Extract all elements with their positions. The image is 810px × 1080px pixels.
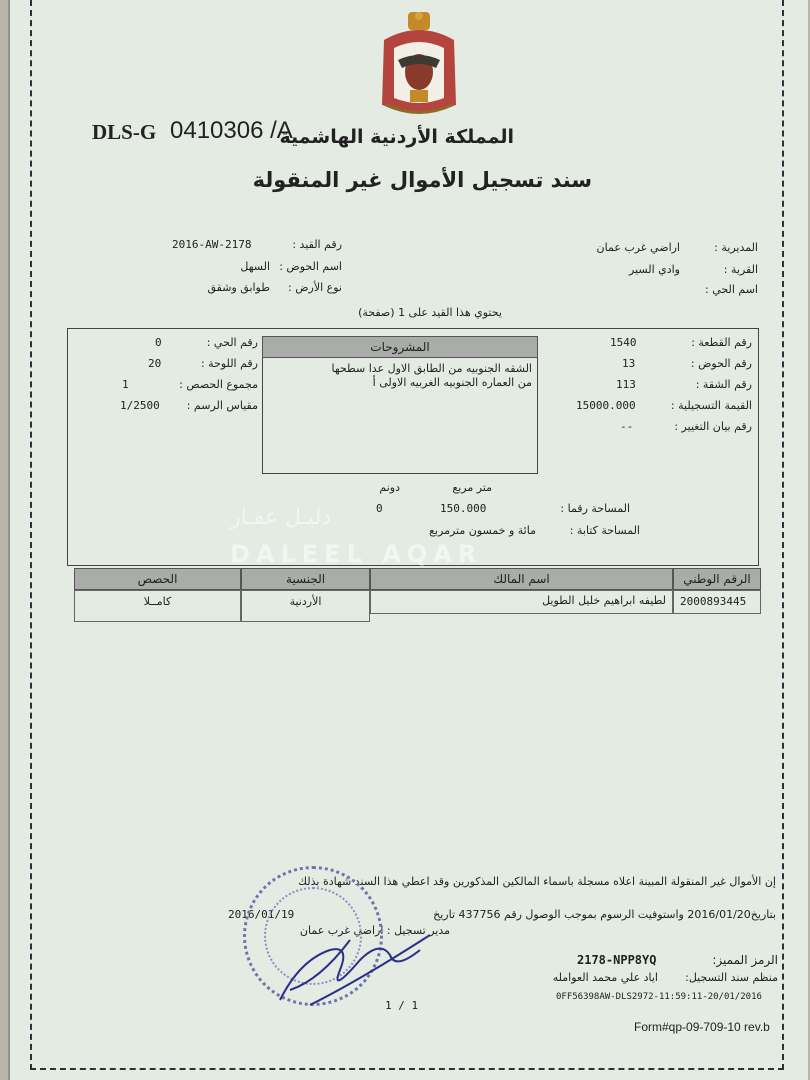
village-label: القرية : <box>723 263 758 276</box>
easements-line-2: من العماره الجنوبيه الغربيه الاولى أ <box>372 376 532 389</box>
registration-manager: مدير تسجيل : اراضي غرب عمان <box>299 924 450 937</box>
header-national-number: الرقم الوطني <box>673 568 761 590</box>
unique-code-label: الرمز المميز: <box>712 953 778 967</box>
apartment-value: 113 <box>616 378 636 391</box>
contains-pages-line: يحتوي هذا القيد على 1 (صفحة) <box>358 306 502 319</box>
serial-number: 0410306 /A <box>170 117 293 144</box>
handwritten-signature <box>270 920 440 1010</box>
tracking-code: 0FF56398AW-DLS2972-11:59:11-20/01/2016 <box>556 992 762 1002</box>
header-shares: الحصص <box>74 568 241 590</box>
apartment-label: رقم الشقة : <box>695 378 752 391</box>
cell-shares: كامــلا <box>74 590 241 622</box>
village-value: وادي السير <box>629 263 680 276</box>
kingdom-name: المملكة الأردنية الهاشمية <box>279 126 514 148</box>
registration-value-label: القيمة التسجيلية : <box>670 399 752 412</box>
page-indicator: 1 / 1 <box>385 999 419 1012</box>
unit-square-meter: متر مربع <box>452 481 492 494</box>
area-text-value: مائة و خمسون مترمربع <box>429 524 536 537</box>
area-square-meter-value: 150.000 <box>440 502 487 515</box>
easements-line-1: الشقه الجنوبيه من الطابق الاول عدا سطحها <box>331 362 532 375</box>
change-statement-label: رقم بيان التغيير : <box>674 420 752 433</box>
shares-total-value: 1 <box>122 378 129 391</box>
organizer-label: منظم سند التسجيل: <box>685 971 778 984</box>
parcel-label: رقم القطعة : <box>691 336 752 349</box>
basin-name-label: اسم الحوض : <box>279 260 342 273</box>
scale-label: مقياس الرسم : <box>186 399 258 412</box>
unit-dunum: دونم <box>379 481 400 494</box>
land-type-value: طوابق وشقق <box>207 281 270 294</box>
scale-value: 1/2500 <box>120 399 160 412</box>
basin-name-value: السهل <box>240 260 270 273</box>
directorate-label: المديرية : <box>714 241 758 254</box>
basin-number-value: 13 <box>622 357 636 370</box>
hay-number-label: رقم الحي : <box>206 336 258 349</box>
coat-of-arms-emblem <box>376 10 462 122</box>
certification-line-2: بتاريخ2016/01/20 واستوفيت الرسوم بموجب الوصول رقم 437756 تاريخ <box>433 908 776 921</box>
hay-number-value: 0 <box>155 336 162 349</box>
easements-title: المشروحات <box>262 336 538 358</box>
organizer-value: اياد علي محمد العوامله <box>552 971 658 984</box>
record-number-label: رقم القيد : <box>292 238 342 251</box>
change-statement-value: -- <box>620 420 634 433</box>
area-text-label: المساحة كتابة : <box>569 524 640 537</box>
land-type-label: نوع الأرض : <box>288 281 342 294</box>
basin-number-label: رقم الحوض : <box>690 357 752 370</box>
record-number-value: 2016-AW-2178 <box>172 238 252 251</box>
serial-prefix: DLS-G <box>92 120 157 144</box>
form-number: Form#qp-09-709-10 rev.b <box>634 1020 770 1034</box>
cell-nationality: الأردنية <box>241 590 370 622</box>
certification-text: إن الأموال غير المنقولة المبينة اعلاه مسجلة باسماء المالكين المذكورين وقد اعطي هذا السند شهادة بذلك <box>298 875 776 888</box>
board-number-label: رقم اللوحة : <box>200 357 258 370</box>
cell-national-number: 2000893445 <box>673 590 761 614</box>
certification-date: 2016/01/19 <box>228 908 295 921</box>
board-number-value: 20 <box>148 357 162 370</box>
unique-code-value: 2178-NPP8YQ <box>577 953 657 967</box>
directorate-value: اراضي غرب عمان <box>596 241 680 254</box>
area-numeric-label: المساحة رقما : <box>560 502 630 515</box>
shares-total-label: مجموع الحصص : <box>179 378 258 391</box>
registration-value: 15000.000 <box>576 399 636 412</box>
parcel-value: 1540 <box>610 336 637 349</box>
area-dunum-value: 0 <box>376 502 383 515</box>
header-owner-name: اسم المالك <box>370 568 673 590</box>
cell-owner-name: لطيفه ابراهيم خليل الطويل <box>370 590 673 614</box>
watermark-latin: DALEEL AQAR <box>230 540 483 568</box>
neighborhood-label: اسم الحي : <box>705 283 758 296</box>
document-title: سند تسجيل الأموال غير المنقولة <box>252 168 592 192</box>
watermark-arabic: دليـل عقـار <box>230 505 332 530</box>
header-nationality: الجنسية <box>241 568 370 590</box>
